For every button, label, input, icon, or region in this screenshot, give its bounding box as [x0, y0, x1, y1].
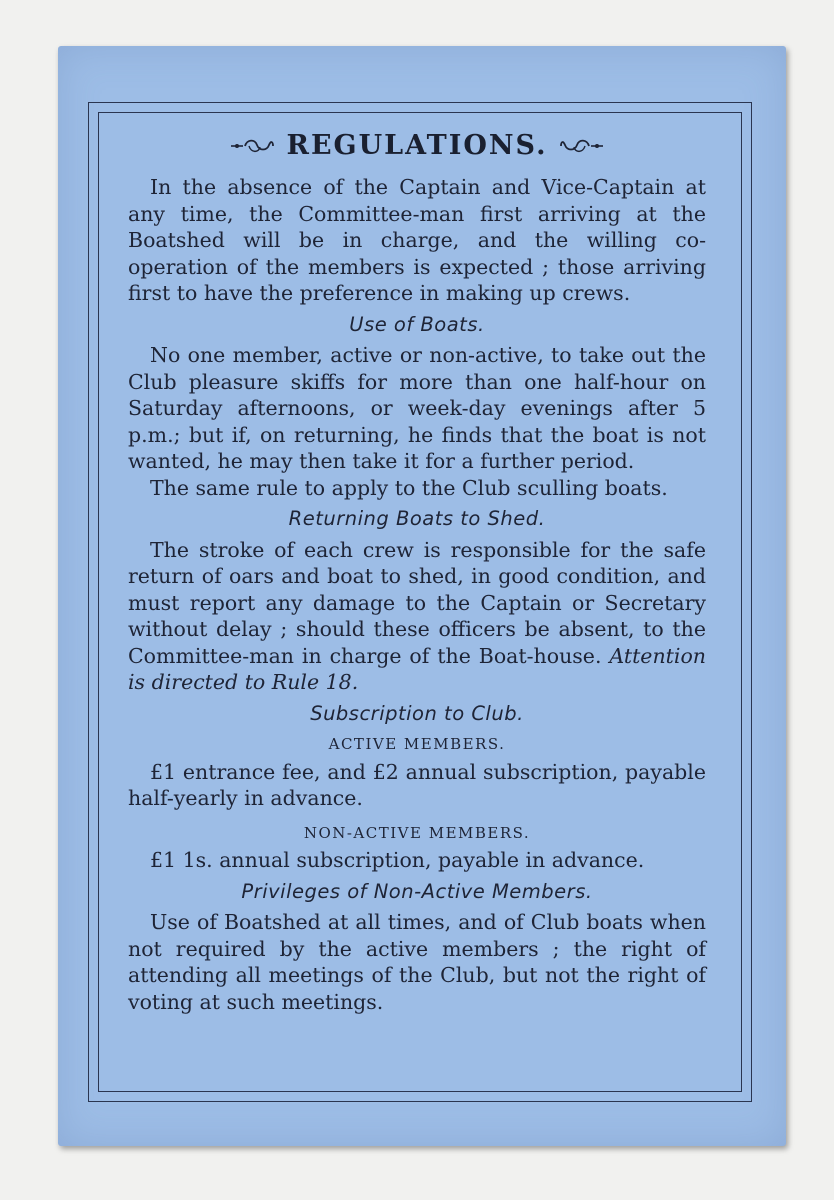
returning-boats-paragraph: [128, 537, 706, 696]
non-active-members-label: NON-ACTIVE MEMBERS.: [303, 823, 531, 842]
non-active-members-fee: £1 1s. annual subscription, payable in advance.: [150, 848, 645, 872]
intro-paragraph: In the absence of the Captain and Vice-Captain at any time, the Committee-man first arriving at the Boatshed will be in charge, and the willing co-operation of the members is expected ; those arriving first to have the preference in making up crews.: [128, 175, 706, 305]
card-content: [128, 124, 706, 1015]
rule-18-note: Attention is directed to Rule 18.: [128, 643, 706, 694]
flourish-right-icon: [559, 136, 605, 156]
sculling-rule-paragraph: The same rule to apply to the Club sculling boats.: [150, 475, 668, 500]
returning-boats-heading: Returning Boats to Shed.: [288, 507, 546, 530]
active-members-fee: £1 entrance fee, and £2 annual subscription, payable half-yearly in advance.: [128, 759, 706, 810]
privileges-heading: Privileges of Non-Active Members.: [241, 879, 593, 903]
use-of-boats-heading: Use of Boats.: [349, 312, 485, 336]
privileges-paragraph: Use of Boatshed at all times, and of Club boats when not required by the active members ; the right of attending all meetings of the Club, but not the right of voting at such meetings.: [128, 910, 706, 1014]
flourish-left-icon: [229, 136, 275, 156]
regulations-card: [58, 46, 786, 1146]
returning-boats-text: The stroke of each crew is responsible for the safe return of oars and boat to shed, in good condition, and must report any damage to the Captain or Secretary without delay ; should these officers be absent, to the Committee-man in charge of the Boat-house.: [128, 537, 706, 668]
active-members-label: ACTIVE MEMBERS.: [328, 735, 506, 753]
use-of-boats-paragraph: No one member, active or non-active, to take out the Club pleasure skiffs for more than one half-hour on Saturday afternoons, or week-day evenings after 5 p.m.; but if, on returning, he finds that the boat is not wanted, he may then take it for a further period.: [128, 343, 706, 473]
page-title: REGULATIONS.: [286, 129, 548, 161]
subscription-heading: Subscription to Club.: [310, 701, 524, 725]
title-row: [128, 124, 706, 168]
